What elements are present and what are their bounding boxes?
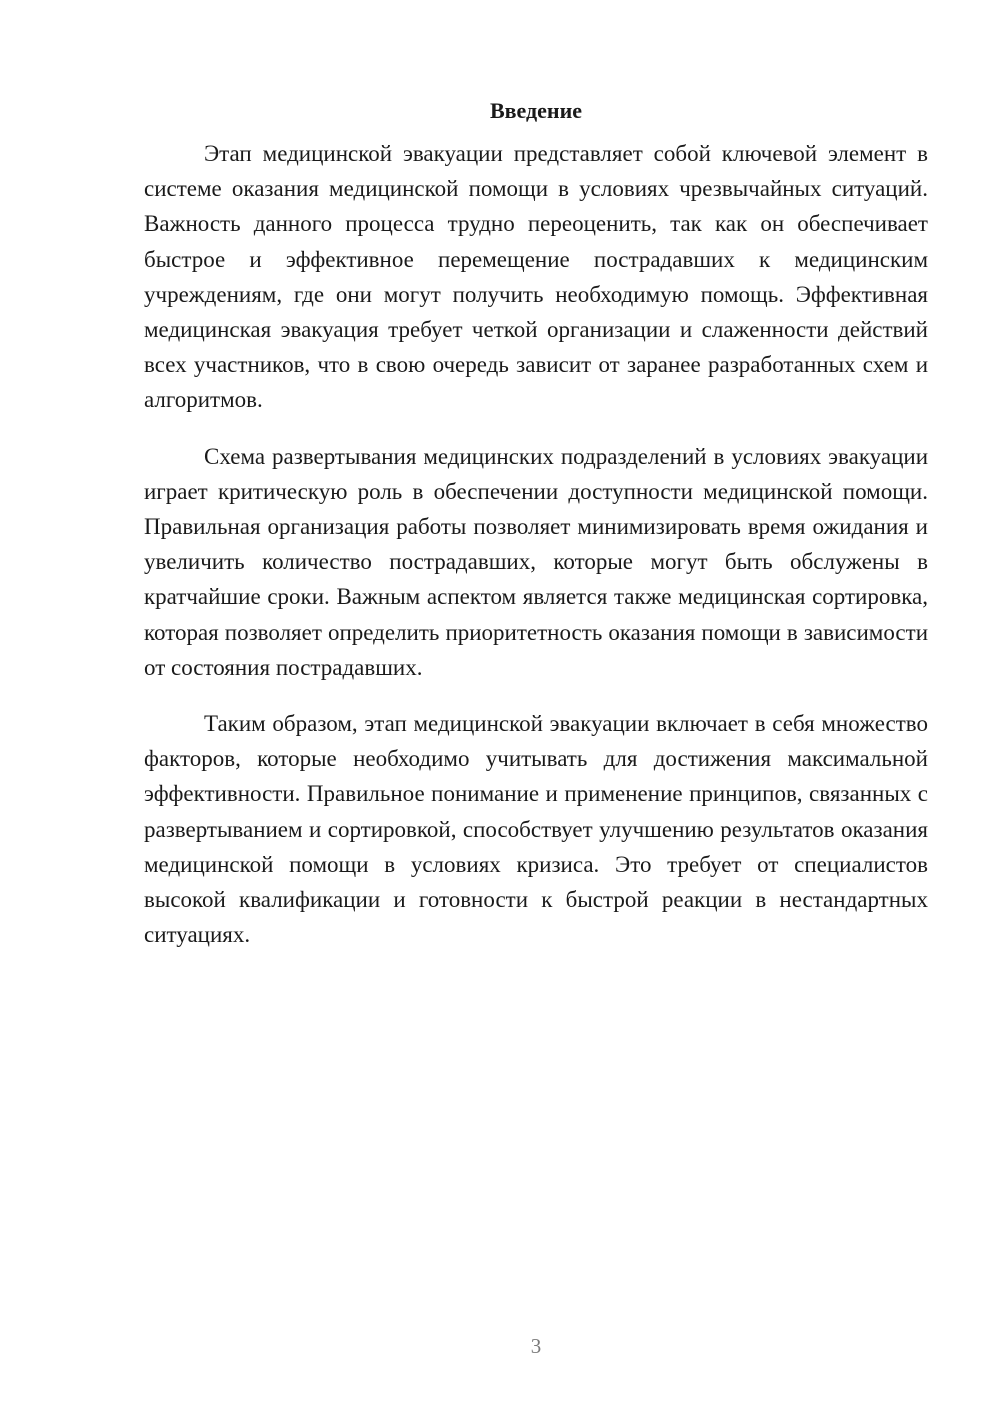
paragraph-1: Этап медицинской эвакуации представляет собой ключевой элемент в системе оказания медицинской помощи в условиях чрезвычайных ситуаций. Важность данного процесса трудно переоценить, так как он обеспечивает быстрое и эффективное перемещение пострадавших к медицинским учреждениям, где они могут получить необходимую помощь. Эффективная медицинская эвакуация требует четкой организации и слаженности действий всех участников, что в свою очередь зависит от заранее разработанных схем и алгоритмов. xyxy=(144,141,928,413)
section-heading: Введение xyxy=(489,98,583,123)
page-number: 3 xyxy=(530,1334,542,1358)
paragraph-2: Схема развертывания медицинских подразделений в условиях эвакуации играет критическую роль в обеспечении доступности медицинской помощи. Правильная организация работы позволяет минимизировать время ожидания и увеличить количество пострадавших, которые могут быть обслужены в кратчайшие сроки. Важным аспектом является также медицинская сортировка, которая позволяет определить приоритетность оказания помощи в зависимости от состояния пострадавших. xyxy=(144,443,928,680)
paragraph-3: Таким образом, этап медицинской эвакуации включает в себя множество факторов, которые необходимо учитывать для достижения максимальной эффективности. Правильное понимание и применение принципов, связанных с развертыванием и сортировкой, способствует улучшению результатов оказания медицинской помощи в условиях кризиса. Это требует от специалистов высокой квалификации и готовности к быстрой реакции в нестандартных ситуациях. xyxy=(144,711,928,948)
page-content xyxy=(144,96,928,973)
